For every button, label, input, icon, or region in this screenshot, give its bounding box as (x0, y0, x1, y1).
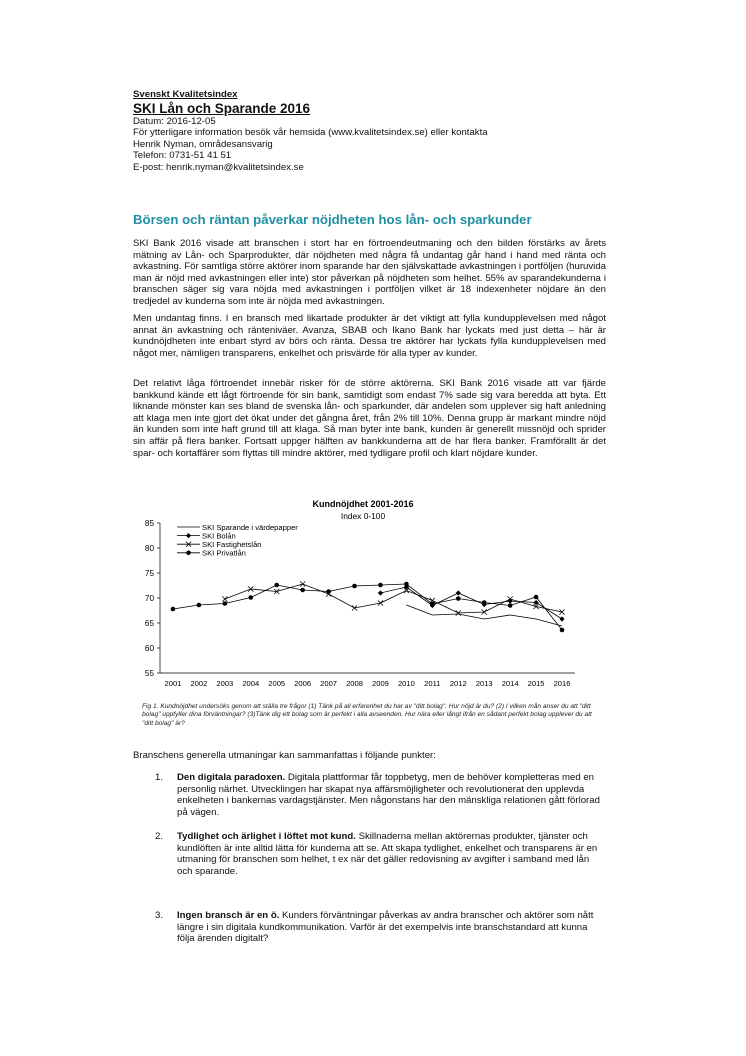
data-point-ski-privatlån (482, 600, 487, 605)
y-tick-label: 55 (144, 669, 154, 678)
y-tick-label: 80 (144, 544, 154, 553)
data-point-ski-privatlån (326, 589, 331, 594)
list-lead: Den digitala paradoxen. (177, 772, 286, 783)
y-tick-label: 75 (144, 569, 154, 578)
legend-marker (186, 533, 191, 538)
data-point-ski-privatlån (171, 607, 176, 612)
y-tick-label: 85 (144, 519, 154, 528)
list-text (177, 772, 605, 818)
data-point-ski-bolån (559, 616, 564, 621)
list-number: 1. (155, 772, 164, 783)
info-line: För ytterligare information besök vår hemsida (www.kvalitetsindex.se) eller kontakta (133, 127, 488, 139)
data-point-ski-privatlån (560, 628, 565, 633)
contact-name: Henrik Nyman, områdesansvarig (133, 138, 273, 150)
data-point-ski-privatlån (456, 596, 461, 601)
contact-email: E-post: henrik.nyman@kvalitetsindex.se (133, 161, 304, 173)
x-tick-label: 2005 (268, 679, 286, 688)
x-tick-label: 2014 (501, 679, 519, 688)
legend-marker (186, 551, 191, 556)
data-point-ski-privatlån (508, 603, 513, 608)
data-point-ski-privatlån (300, 588, 305, 593)
series-line-ski-privatlån (173, 584, 562, 630)
legend-label: SKI Privatlån (202, 548, 246, 558)
list-body: Skillnaderna mellan aktörernas produkter, tjänster och kundlöften är inte alltid lätta för kunderna att se. Att skapa tydlighet, enkelhet och transparens är en utmaning för branschen som helhet, t ex när det gäller redovisning av avgifter i samband med lån och sparande. (177, 831, 598, 877)
x-tick-label: 2013 (475, 679, 493, 688)
data-point-ski-bolån (456, 590, 461, 595)
x-tick-label: 2003 (216, 679, 234, 688)
y-tick-label: 70 (144, 594, 154, 603)
list-body: Digitala plattformar får toppbetyg, men de behöver kompletteras med en personlig närhet. Utvecklingen har skapat nya affärsmöjligheter och revolutionerat den upplevda enkelheten i bankernas vardagstjänster. Men någonstans har den mänskliga relationen gått förlorad på vägen. (177, 772, 600, 818)
x-tick-label: 2006 (294, 679, 312, 688)
date-line: Datum: 2016-12-05 (133, 115, 216, 127)
series-line-ski-sparande-i-värdepapper (406, 605, 562, 626)
data-point-ski-fastighetslån (300, 581, 305, 586)
data-point-ski-privatlån (430, 602, 435, 607)
legend-label: SKI Fastighetslån (202, 540, 262, 549)
list-lead: Ingen bransch är en ö. (177, 910, 280, 921)
data-point-ski-bolån (378, 590, 383, 595)
series-line-ski-fastighetslån (225, 584, 562, 613)
data-point-ski-privatlån (378, 583, 383, 588)
figure-caption: Fig 1. Kundnöjdhet undersöks genom att ställa tre frågor (1) Tänk på all erfarenhet du har av "ditt bolag". Hur nöjd är du? (2) I vilken mån anser du att "ditt bolag" uppfyller dina förväntningar? (3)Tänk dig ett bolag som är perfekt i alla avseenden. Hur nära eller långt ifrån en sådant perfekt bolag upplever du att "ditt bolag" är? (142, 703, 592, 727)
paragraph-3: Det relativt låga förtroendet innebär risker för de större aktörerna. SKI Bank 2016 visade att var fjärde bankkund kände ett lågt förtroende för sin bank, samtidigt som endast 7% sade sig vara beredda att byta. Ett liknande mönster kan ses bland de svenska lån- och sparkunder, där andelen som upplever sig haft anledning att klaga men inte gjort det ökat under det gångna året, från 2% till 10%. Denna grupp är markant mindre nöjd än kunden som inte haft grund till att klaga. Så man byter inte bank, kunden är generellt missnöjd och sprider sin affär på flera banker. Fortsatt uppger hälften av bankkunderna att de har flera banker. Framförallt är det spar- och kortaffärer som flyttas till mindre aktörer, med tydligare profil och klart nöjdare kunder. (133, 378, 606, 459)
x-tick-label: 2004 (242, 679, 260, 688)
x-tick-label: 2001 (164, 679, 182, 688)
line-chart (133, 496, 603, 696)
list-text (177, 910, 605, 945)
data-point-ski-privatlån (404, 582, 409, 587)
data-point-ski-privatlån (352, 584, 357, 589)
data-point-ski-fastighetslån (222, 596, 227, 601)
list-number: 3. (155, 910, 164, 921)
legend-label: SKI Bolån (202, 531, 236, 541)
list-body: Kunders förväntningar påverkas av andra branscher och aktörer som nått längre i sin digitala kundkommunikation. Varför är det exempelvis inte branschstandard att kunna följa ärenden digitalt? (177, 910, 594, 945)
paragraph-2: Men undantag finns. I en bransch med likartade produkter är det viktigt att fylla kundupplevelsen med något annat än avkastning och ränteniväer. Avanza, SBAB och Ikano Bank har lyckats med just detta – här är kundnöjdheten inte enbart styrd av börs och ränta. Dessa tre aktörer har lyckats fylla kundupplevelsen med något mer, nämligen transparens, enkelhet och prisvärde för alla typer av kunder. (133, 313, 606, 359)
section-heading: Börsen och räntan påverkar nöjdheten hos lån- och sparkunder (133, 212, 532, 227)
list-number: 2. (155, 831, 164, 842)
organization-name: Svenskt Kvalitetsindex (133, 89, 238, 100)
x-tick-label: 2016 (553, 679, 571, 688)
chart-title: Kundnöjdhet 2001-2016 (312, 499, 414, 509)
report-title: SKI Lån och Sparande 2016 (133, 100, 311, 116)
list-text (177, 831, 605, 877)
contact-phone: Telefon: 0731-51 41 51 (133, 150, 232, 162)
y-tick-label: 60 (144, 644, 154, 653)
x-tick-label: 2010 (397, 679, 415, 688)
data-point-ski-privatlån (274, 583, 279, 588)
data-point-ski-privatlån (197, 603, 202, 608)
x-tick-label: 2012 (449, 679, 467, 688)
x-tick-label: 2002 (190, 679, 208, 688)
data-point-ski-privatlån (223, 601, 228, 606)
x-tick-label: 2015 (527, 679, 545, 688)
x-tick-label: 2007 (320, 679, 338, 688)
y-tick-label: 65 (144, 619, 154, 628)
chart-svg (133, 496, 603, 696)
list-lead: Tydlighet och ärlighet i löftet mot kund. (177, 831, 356, 842)
data-point-ski-privatlån (248, 595, 253, 600)
document-header (133, 89, 613, 174)
data-point-ski-privatlån (534, 595, 539, 600)
x-tick-label: 2008 (346, 679, 363, 688)
chart-subtitle: Index 0-100 (340, 511, 386, 521)
paragraph-1: SKI Bank 2016 visade att branschen i stort har en förtroendeutmaning och den bilden förstärks av årets mätning av Lån- och Sparprodukter, där nöjdheten med några få undantag går hand i hand med ränta och avkastning. För samtliga större aktörer inom sparande har den självskattade avkastningen i portföljen (huruvida man är nöjd med avkastningen eller inte) stor påverkan på nöjdheten som helhet. 55% av sparandekunderna i branschen säger sig vara nöjda med avkastningen i portföljen vilket är 18 indexenheter nöjdare än den tredjedel av kunderna som inte är nöjda med avkastningen. (133, 238, 606, 307)
x-tick-label: 2011 (424, 679, 441, 688)
list-intro: Branschens generella utmaningar kan sammanfattas i följande punkter: (133, 750, 436, 761)
legend-label: SKI Sparande i värdepapper (202, 522, 298, 532)
x-tick-label: 2009 (372, 679, 389, 688)
